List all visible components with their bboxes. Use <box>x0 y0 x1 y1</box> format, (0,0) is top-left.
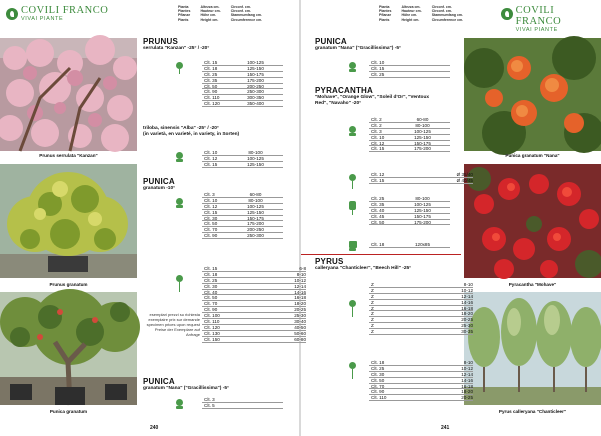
header-col-circumference: Circonf. cm. Circonf. cm. Stammumfang cm. Circumference cm. <box>230 5 263 22</box>
header-col-height: Altezza cm. Hauteur cm. Höhe cm. Height cm. <box>401 5 422 22</box>
table-row: Clt. 100 25-30 <box>204 313 306 319</box>
container-tree-icon <box>348 362 357 379</box>
table-row: Clt. 15 Ø 40/45 <box>371 177 473 183</box>
caption-photo-1: Punica granatum "Nana" <box>505 153 560 158</box>
table-punica-height <box>202 192 283 239</box>
table-row: Z 10-12 <box>371 287 473 293</box>
caption-photo-1: Prunus serrulata "Kanzan" <box>39 153 98 158</box>
table-row: Clt. 5 <box>202 403 283 409</box>
table-row: Clt. 2 80-100 <box>369 123 450 129</box>
shrub-icon <box>348 126 357 136</box>
table-triloba <box>202 150 283 168</box>
table-row: Clt. 18 120x85 <box>369 242 450 248</box>
leaf-logo-icon <box>501 8 513 20</box>
section-title: PYRACANTHA <box>315 86 373 95</box>
brand-subtitle: VIVAI PIANTE <box>21 16 64 22</box>
section-title: PUNICA <box>315 37 347 46</box>
table-row: Clt. 18 125-150 <box>202 66 283 72</box>
brand-logo <box>6 5 108 22</box>
table-row: Clt. 15 175-200 <box>369 146 450 152</box>
section-title: PUNICA <box>143 177 175 186</box>
table-row: Clt. 15 125-150 <box>202 210 283 216</box>
table-row: Clt. 3 <box>202 397 283 403</box>
table-row: Clt. 30 12-14 <box>204 283 306 289</box>
table-row: Clt. 45 150-175 <box>369 214 450 220</box>
header-col-plant: Pianta Plantes Pflanze Plants <box>379 5 392 22</box>
table-row: Clt. 70 16-18 <box>371 383 473 389</box>
table-punica-circumference <box>202 266 306 343</box>
rootball-tree-icon <box>348 300 357 317</box>
table-row: Clt. 25 10-12 <box>204 277 306 283</box>
tree-icon <box>175 62 184 74</box>
table-row: Z 20-25 <box>371 317 473 323</box>
section-subtitle: granatum "Nana" ("Gracillissima") -5° <box>315 46 401 51</box>
section-subtitle: triloba, sinensis "Alba" -25° / -20° <box>143 126 219 131</box>
section-divider <box>301 254 461 255</box>
standard-tree-icon <box>175 275 184 292</box>
table-row: Clt. 50 16-18 <box>204 295 306 301</box>
section-subtitle: serrulata "Kanzan" -25° / -20° <box>143 46 210 51</box>
table-row: Clt. 12 100-125 <box>202 156 283 162</box>
table-row: Clt. 2 60-80 <box>369 117 450 123</box>
table-row: Z 8-10 <box>371 282 473 287</box>
table-row: Clt. 40 125-150 <box>369 208 450 214</box>
table-row: Clt. 50 175-200 <box>369 220 450 226</box>
table-row: Clt. 15 100-125 <box>202 60 283 66</box>
table-row: Clt. 70 200-250 <box>202 227 283 233</box>
section-punica-nana <box>143 377 293 392</box>
table-row: Clt. 110 30-40 <box>204 319 306 325</box>
table-row: Clt. 50 175-200 <box>202 221 283 227</box>
column-header <box>379 5 463 22</box>
section-variety-note: (in varietà, en varieté, in variety, in Sorten) <box>143 132 240 137</box>
specimen-note: esemplari prezzi su richiesta exemplaire prix sur demande specimen prices upon request Preise der Exemplare auf Anfrage <box>146 312 200 337</box>
section-title: PUNICA <box>143 377 175 386</box>
section-subtitle-cont: Red", "Navaho" -20° <box>315 101 362 106</box>
table-pyracantha-shrub <box>369 117 450 152</box>
table-pyracantha-espalier <box>369 196 450 225</box>
table-row: Clt. 90 250-300 <box>202 233 283 239</box>
section-title: PRUNUS <box>143 37 178 46</box>
shrub-icon <box>348 62 357 72</box>
section-subtitle: "Mohave", "Orange Glow", "Soleil d'Or", "Ventoux <box>315 95 430 100</box>
section-title: PYRUS <box>315 257 344 266</box>
table-row: Clt. 50 200-250 <box>202 84 283 90</box>
table-row: Clt. 90 20-25 <box>204 307 306 313</box>
table-row: Clt. 90 250-300 <box>202 89 283 95</box>
screen-icon <box>348 241 357 251</box>
table-punica-nana <box>202 397 283 409</box>
table-row: Clt. 18 8-10 <box>204 271 306 277</box>
caption-photo-2: Pyracantha "Mohave" <box>508 282 557 287</box>
photo-pyracantha <box>464 164 601 278</box>
brand-name: COVILI FRANCO <box>515 5 562 27</box>
table-row: Z 12-14 <box>371 293 473 299</box>
header-col-height: Altezza cm. Hauteur cm. Höhe cm. Height cm. <box>200 5 221 22</box>
page-number: 241 <box>441 425 450 431</box>
table-row: Z 18-20 <box>371 311 473 317</box>
table-row: Clt. 15 6-8 <box>204 266 306 271</box>
photo-prunus-granatum <box>0 164 137 278</box>
espalier-icon <box>348 201 357 215</box>
table-row: Clt. 10 125-150 <box>369 135 450 141</box>
table-prunus <box>202 60 283 107</box>
table-row: Clt. 110 20-25 <box>371 395 473 401</box>
table-row: Clt. 12 Ø 35/40 <box>371 172 473 177</box>
table-pyracantha-screen <box>369 242 450 248</box>
section-pyrus <box>301 253 461 272</box>
table-row: Clt. 10 80-100 <box>202 150 283 156</box>
page-number: 240 <box>150 425 159 431</box>
table-row: Clt. 30 150-175 <box>202 216 283 222</box>
column-header <box>178 5 262 22</box>
table-row: Clt. 25 150-175 <box>202 72 283 78</box>
table-row: Clt. 90 18-20 <box>371 389 473 395</box>
table-punica-nana <box>369 60 450 78</box>
table-row: Clt. 25 10-12 <box>371 365 473 371</box>
header-col-plant: Pianta Plantes Pflanze Plants <box>178 5 191 22</box>
table-row: Clt. 3 60-80 <box>202 192 283 198</box>
photo-punica-nana <box>464 38 601 151</box>
brand-name: COVILI FRANCO <box>21 5 109 16</box>
table-row: Clt. 30 12-14 <box>371 371 473 377</box>
leaf-logo-icon <box>6 8 18 20</box>
table-row: Clt. 15 125-150 <box>202 162 283 168</box>
table-row: Clt. 35 175-200 <box>202 78 283 84</box>
table-row: Z 16-18 <box>371 305 473 311</box>
section-subtitle: calleryana "Chanticleer", "Beech Hill" -25° <box>315 266 412 271</box>
table-row: Clt. 35 100-125 <box>369 202 450 208</box>
right-page <box>301 0 600 436</box>
table-row: Clt. 50 14-16 <box>371 377 473 383</box>
section-pyracantha <box>315 86 465 107</box>
table-row: Clt. 15 <box>369 66 450 72</box>
table-pyrus-rootball <box>369 282 473 335</box>
table-row: Clt. 10 <box>369 60 450 66</box>
table-row: Clt. 12 150-175 <box>369 141 450 147</box>
table-row: Z 25-30 <box>371 323 473 329</box>
section-subtitle: granatum "Nana" ("Gracillissima") -5° <box>143 386 229 391</box>
section-prunus <box>143 37 293 52</box>
table-row: Clt. 10 80-100 <box>202 198 283 204</box>
table-row: Z 14-16 <box>371 299 473 305</box>
caption-photo-3: Pyrus calleryana "Chanticleer" <box>498 409 567 414</box>
shrub-icon <box>175 399 184 409</box>
header-col-circumference: Circonf. cm. Circonf. cm. Stammumfang cm. Circumference cm. <box>431 5 464 22</box>
caption-photo-2: Prunus granatum <box>49 282 88 287</box>
photo-pyrus <box>464 292 601 405</box>
table-pyracantha-diameter <box>369 172 473 184</box>
standard-tree-icon <box>348 174 357 189</box>
photo-punica-granatum <box>0 292 137 405</box>
section-punica-nana <box>315 37 465 52</box>
table-row: Z 30-35 <box>371 329 473 335</box>
table-row: Clt. 150 60-80 <box>204 336 306 342</box>
table-row: Clt. 130 50-60 <box>204 330 306 336</box>
brand-logo <box>501 5 600 33</box>
photo-prunus-kanzan <box>0 38 137 151</box>
shrub-icon <box>175 198 184 208</box>
shrub-icon <box>175 152 184 162</box>
table-row: Clt. 110 300-350 <box>202 95 283 101</box>
table-row: Clt. 120 40-50 <box>204 324 306 330</box>
section-subtitle: granatum -10° <box>143 186 176 191</box>
table-pyrus-container <box>369 360 473 401</box>
table-row: Clt. 3 100-125 <box>369 129 450 135</box>
section-prunus-triloba <box>143 126 298 138</box>
table-row: Clt. 18 8-10 <box>371 360 473 365</box>
brand-subtitle: VIVAI PIANTE <box>515 27 558 33</box>
table-row: Clt. 120 350-400 <box>202 101 283 107</box>
table-row: Clt. 40 14-16 <box>204 289 306 295</box>
caption-photo-3: Punica granatum <box>49 409 88 414</box>
section-punica <box>143 177 293 192</box>
table-row: Clt. 25 80-100 <box>369 196 450 202</box>
table-row: Clt. 25 <box>369 72 450 78</box>
table-row: Clt. 70 18-20 <box>204 301 306 307</box>
table-row: Clt. 12 100-125 <box>202 204 283 210</box>
